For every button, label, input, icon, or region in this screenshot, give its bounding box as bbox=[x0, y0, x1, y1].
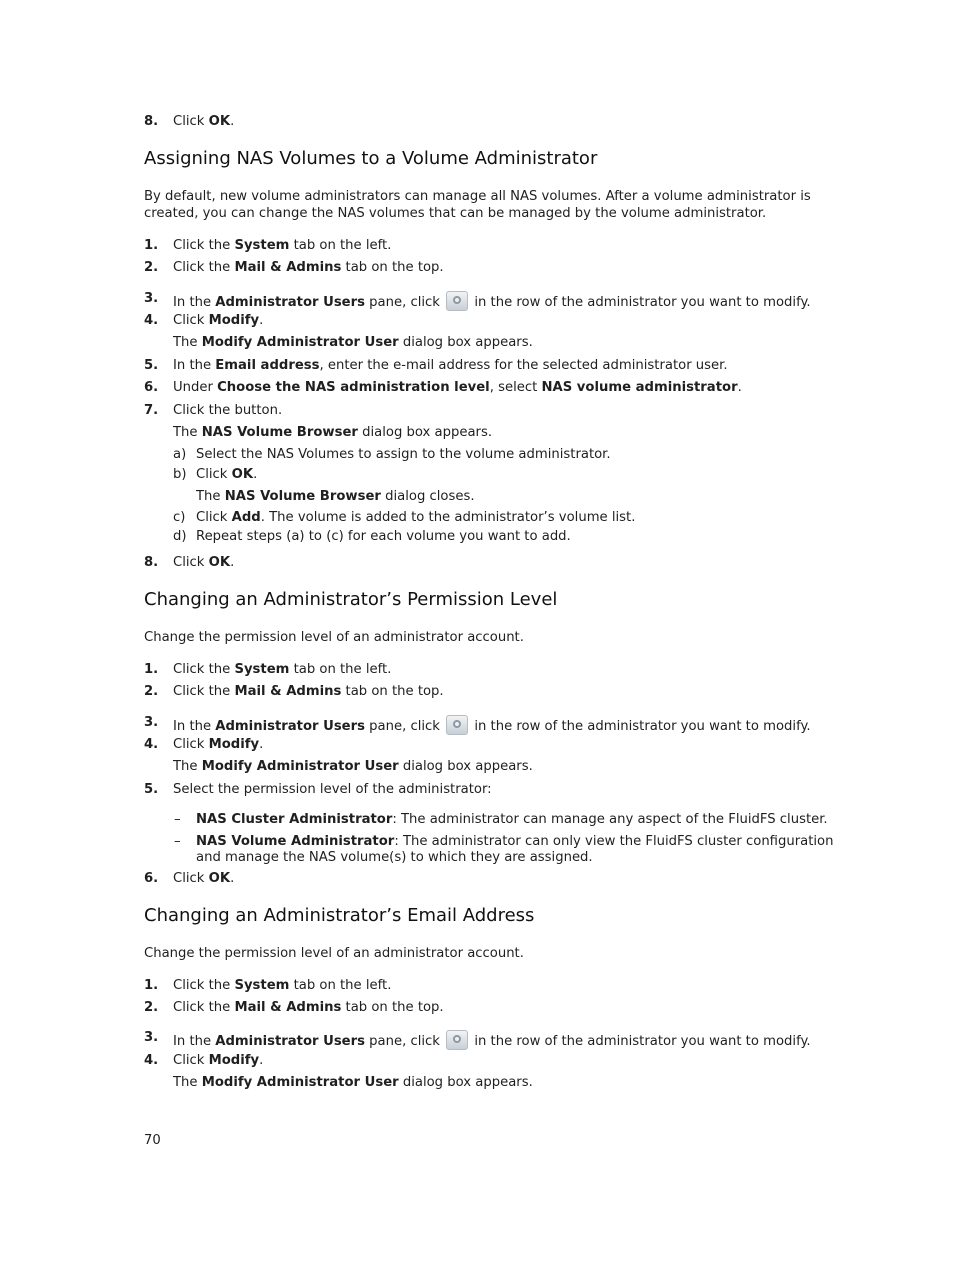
step-note: The Modify Administrator User dialog box appears. bbox=[173, 759, 533, 774]
step-text: Click the System tab on the left. bbox=[173, 238, 392, 253]
step-number: 8. bbox=[144, 555, 159, 570]
intro-text: Change the permission level of an administrator account. bbox=[144, 946, 524, 961]
step-number: 6. bbox=[144, 871, 159, 886]
step-text: Click the Mail & Admins tab on the top. bbox=[173, 684, 444, 699]
step-number: 5. bbox=[144, 782, 159, 797]
step-text: Click the System tab on the left. bbox=[173, 662, 392, 677]
option-text: NAS Cluster Administrator: The administrator can manage any aspect of the FluidFS cluster. bbox=[196, 812, 828, 827]
step-text: Click the Mail & Admins tab on the top. bbox=[173, 260, 444, 275]
step-number: 4. bbox=[144, 1053, 159, 1068]
intro-text: created, you can change the NAS volumes that can be managed by the volume administrator. bbox=[144, 206, 767, 221]
step-text: Click Modify. bbox=[173, 1053, 264, 1068]
bullet-dash: – bbox=[174, 834, 181, 849]
option-text: and manage the NAS volume(s) to which they are assigned. bbox=[196, 850, 593, 865]
substep-label: b) bbox=[173, 467, 187, 482]
step-text: Click the Mail & Admins tab on the top. bbox=[173, 1000, 444, 1015]
step-number: 1. bbox=[144, 978, 159, 993]
option-text: NAS Volume Administrator: The administrator can only view the FluidFS cluster configuration bbox=[196, 834, 834, 849]
step-number: 3. bbox=[144, 1030, 159, 1045]
step-text: In the Administrator Users pane, click in the row of the administrator you want to modify. bbox=[173, 715, 811, 735]
substep-label: d) bbox=[173, 529, 187, 544]
section-heading-permission-level: Changing an Administrator’s Permission Level bbox=[144, 589, 558, 610]
step-note: The NAS Volume Browser dialog box appears. bbox=[173, 425, 493, 440]
step-number: 4. bbox=[144, 737, 159, 752]
gear-icon bbox=[446, 715, 468, 735]
step-note: The Modify Administrator User dialog box appears. bbox=[173, 1075, 533, 1090]
step-text: Click Modify. bbox=[173, 737, 264, 752]
intro-text: Change the permission level of an administrator account. bbox=[144, 630, 524, 645]
substep-text: Repeat steps (a) to (c) for each volume you want to add. bbox=[196, 529, 571, 544]
step-number: 2. bbox=[144, 260, 159, 275]
step-text: Click OK. bbox=[173, 114, 235, 129]
substep-note: The NAS Volume Browser dialog closes. bbox=[196, 489, 475, 504]
step-number: 8. bbox=[144, 114, 159, 129]
intro-text: By default, new volume administrators can manage all NAS volumes. After a volume administrator is bbox=[144, 189, 811, 204]
bullet-dash: – bbox=[174, 812, 181, 827]
section-heading-email-address: Changing an Administrator’s Email Address bbox=[144, 905, 535, 926]
substep-label: c) bbox=[173, 510, 186, 525]
step-number: 2. bbox=[144, 1000, 159, 1015]
step-note: The Modify Administrator User dialog box appears. bbox=[173, 335, 533, 350]
step-text: In the Administrator Users pane, click in the row of the administrator you want to modify. bbox=[173, 1030, 811, 1050]
step-text: Click the button. bbox=[173, 403, 283, 418]
step-text: Select the permission level of the administrator: bbox=[173, 782, 492, 797]
step-number: 7. bbox=[144, 403, 159, 418]
step-number: 4. bbox=[144, 313, 159, 328]
step-text: Click OK. bbox=[173, 555, 235, 570]
step-text: Click OK. bbox=[173, 871, 235, 886]
section-heading-assigning-volumes: Assigning NAS Volumes to a Volume Administrator bbox=[144, 148, 598, 169]
step-text: Click the System tab on the left. bbox=[173, 978, 392, 993]
step-number: 1. bbox=[144, 238, 159, 253]
page-number: 70 bbox=[144, 1133, 161, 1148]
substep-label: a) bbox=[173, 447, 187, 462]
step-number: 3. bbox=[144, 715, 159, 730]
step-text: In the Administrator Users pane, click in the row of the administrator you want to modify. bbox=[173, 291, 811, 311]
gear-icon bbox=[446, 291, 468, 311]
substep-text: Click OK. bbox=[196, 467, 258, 482]
step-text: In the Email address, enter the e-mail address for the selected administrator user. bbox=[173, 358, 728, 373]
step-number: 5. bbox=[144, 358, 159, 373]
step-text: Click Modify. bbox=[173, 313, 264, 328]
substep-text: Select the NAS Volumes to assign to the volume administrator. bbox=[196, 447, 611, 462]
step-text: Under Choose the NAS administration level, select NAS volume administrator. bbox=[173, 380, 742, 395]
step-number: 3. bbox=[144, 291, 159, 306]
step-number: 6. bbox=[144, 380, 159, 395]
substep-text: Click Add. The volume is added to the administrator’s volume list. bbox=[196, 510, 636, 525]
step-number: 2. bbox=[144, 684, 159, 699]
step-number: 1. bbox=[144, 662, 159, 677]
gear-icon bbox=[446, 1030, 468, 1050]
